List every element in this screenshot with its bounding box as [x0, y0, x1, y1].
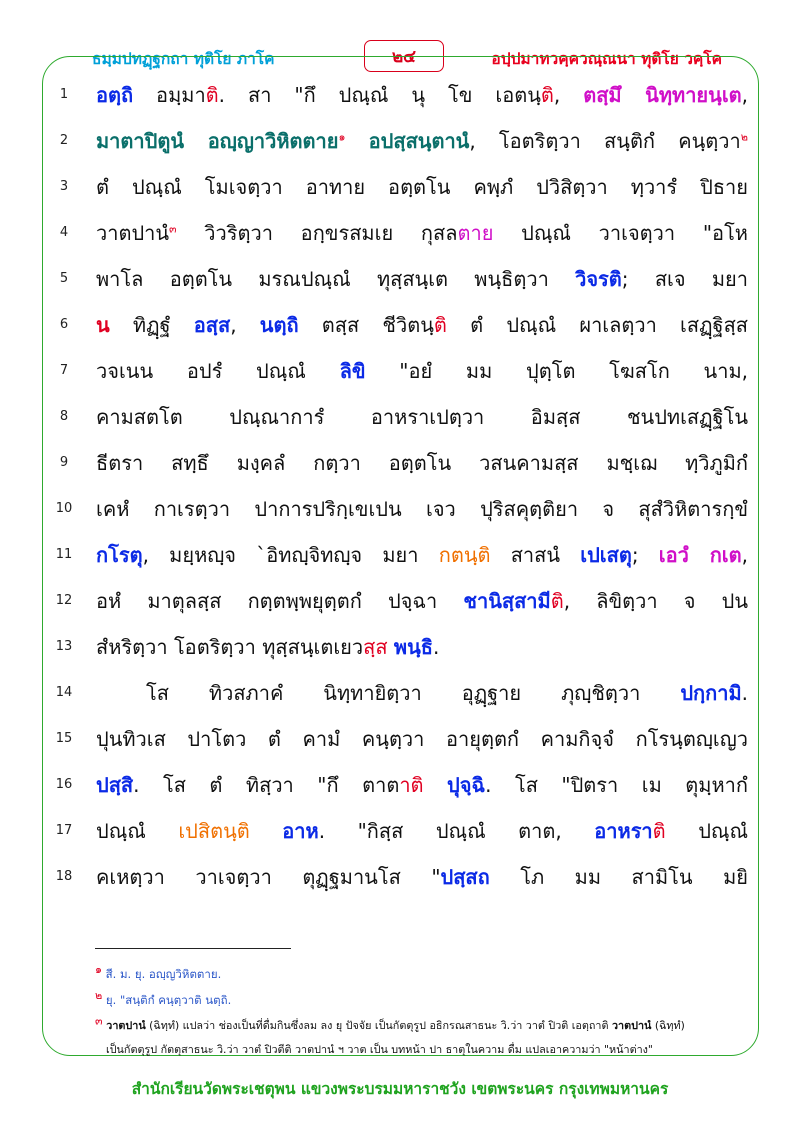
text: คเหตฺวา วาเจตฺวา ตุฏฺฐมานโส ": [96, 865, 441, 889]
footnote-2: [95, 990, 231, 1010]
text: , มยฺหญฺจ `อิทญฺจิทญฺจ มยา: [142, 543, 439, 567]
verb: ลิขิ: [339, 359, 366, 383]
text-line: [96, 578, 748, 624]
footnote-divider: [95, 948, 291, 949]
iti-particle: ติ: [550, 589, 564, 613]
footnote-1: [95, 964, 221, 984]
text-line: [96, 440, 748, 486]
text: ,: [553, 83, 584, 107]
text: อหํ มาตุลสฺส กตฺตพฺพยุตฺตกํ ปจฺฉา: [96, 589, 464, 613]
footnote-text: (ฉิทฺทํ): [651, 1019, 685, 1032]
text-line: [96, 210, 748, 256]
text: ,: [230, 313, 260, 337]
text-line: [96, 716, 748, 762]
text-line: [96, 486, 748, 532]
line-number: 7: [59, 363, 69, 378]
text-line: [96, 72, 748, 118]
text: ; สเจ มยา: [621, 267, 748, 291]
line-number: 12: [55, 593, 73, 608]
text-line: [96, 624, 748, 670]
text: [424, 773, 448, 797]
line-number: 5: [59, 271, 69, 286]
footnote-3: [95, 1016, 685, 1036]
iti-particle: ติ: [652, 819, 666, 843]
footnote-text: ยุ. "สนฺติกํ คนฺตฺวาติ นตฺถิ.: [102, 993, 232, 1007]
text-line: [96, 762, 748, 808]
term: กตนฺติ: [438, 543, 491, 567]
text: . โส ตํ ทิสฺวา "กึ ตาต: [133, 773, 400, 797]
text: คามสตโต ปณฺณาการํ อาหราเปตฺวา อิมสฺส ชนปทเสฏฺฐิโน: [96, 405, 748, 429]
text: ตํ ปณฺณํ โมเจตฺวา อาทาย อตฺตโน คพฺภํ ปวิสิตฺวา ทฺวารํ ปิธาย: [96, 175, 748, 199]
text: วจเนน อปรํ ปณฺณํ: [96, 359, 340, 383]
text: อมฺมา: [133, 83, 206, 107]
text: .: [432, 635, 440, 659]
verb: พนฺธิ: [393, 635, 433, 659]
line-number: 9: [59, 455, 69, 470]
term: อตฺถิ: [96, 83, 134, 107]
text-line: [96, 302, 748, 348]
suffix: สฺส: [363, 635, 388, 659]
chapter-title: อปฺปมาทวคฺควณฺณนา ทุติโย วคฺโค: [491, 50, 722, 68]
verb: ชานิสฺสามี: [463, 589, 551, 613]
text: [345, 129, 368, 153]
text: ,: [741, 83, 748, 107]
line-number: 6: [59, 317, 69, 332]
verb: ปกฺกามิ: [680, 681, 742, 705]
verb: อาหรา: [594, 819, 653, 843]
text: ปณฺณํ: [665, 819, 749, 843]
text: . สา "กึ ปณฺณํ นุ โข เอตนฺ: [218, 83, 541, 107]
line-number: 15: [55, 731, 73, 746]
text: ;: [631, 543, 659, 567]
text: สาสนํ: [490, 543, 581, 567]
line-number: 2: [59, 133, 69, 148]
term: เอวํ กเต: [658, 543, 742, 567]
text: สํหริตฺวา โอตริตฺวา ทุสฺสนฺเตเยว: [96, 635, 364, 659]
verb: เปเสตุ: [580, 543, 632, 567]
text-line: [96, 808, 748, 854]
iti-particle: ติ: [205, 83, 219, 107]
verb: กโรตุ: [96, 543, 143, 567]
text: [250, 819, 283, 843]
footnote-term: วาตปานํ: [611, 1019, 652, 1032]
footnote-marker: ๒: [95, 989, 103, 1003]
text-line: [146, 670, 748, 716]
verb: วิจรติ: [575, 267, 622, 291]
text: , ลิขิตฺวา จ ปน: [563, 589, 748, 613]
iti-particle: ติ: [433, 313, 447, 337]
text-line: [96, 394, 748, 440]
text: "อยํ มม ปุตฺโต โฆสโก นาม,: [365, 359, 748, 383]
text: , โอตริตฺวา สนฺติกํ คนฺตฺวา: [469, 129, 741, 153]
line-number: 14: [55, 685, 73, 700]
line-number: 17: [55, 823, 73, 838]
text-line: [96, 256, 748, 302]
verb: นตฺถิ: [259, 313, 299, 337]
line-number: 18: [55, 869, 73, 884]
text: ปณฺณํ: [96, 819, 179, 843]
text-line: [96, 348, 748, 394]
footnote-term: วาตปานํ: [102, 1019, 146, 1032]
line-number: 8: [59, 409, 69, 424]
verb: ปสฺสถ: [440, 865, 490, 889]
line-number: 10: [55, 501, 73, 516]
negation: น: [96, 313, 110, 337]
line-number: 1: [59, 87, 69, 102]
text: โภ มม สามิโน มยิ: [489, 865, 748, 889]
text: ตํ ปณฺณํ ผาเลตฺวา เสฏฺฐิสฺส: [446, 313, 748, 337]
iti-particle: าติ: [399, 773, 424, 797]
text: . โส "ปิตรา เม ตุมฺหากํ: [485, 773, 749, 797]
footnote-marker: ๑: [338, 130, 346, 144]
footnote-text: (ฉิทฺทํ) แปลว่า ช่องเป็นที่ดื่มกินซึ่งลม ลง ยุ ปัจจัย เป็นกัตตุรูป อธิกรณสาธนะ วิ.ว่า วาตํ ปิวติ เอตฺถาติ: [145, 1019, 612, 1032]
text: .: [741, 681, 748, 705]
text: ,: [741, 543, 748, 567]
page-number: ๒๔: [391, 46, 417, 67]
text: เคหํ กาเรตฺวา ปาการปริกฺเขเปน เจว ปุริสคุตฺติยา จ สุสํวิหิตารกฺขํ: [96, 497, 748, 521]
text-line: [96, 532, 748, 578]
term: เปสิตนฺติ: [178, 819, 250, 843]
verb: อาห: [282, 819, 319, 843]
verb: ปุจฺฉิ: [447, 773, 486, 797]
page-footer: สำนักเรียนวัดพระเชตุพน แขวงพระบรมมหาราชวัง เขตพระนคร กรุงเทพมหานคร: [131, 1080, 669, 1098]
book-title: ธมฺมปทฏฺฐกถา ทุติโย ภาโค: [92, 50, 275, 68]
footnote-3-continued: เป็นกัตตุรูป กัตตุสาธนะ วิ.ว่า วาตํ ปิวตีติ วาตปานํ ฯ วาต เป็น บทหน้า ปา ธาตุในความ ดื่ม แปลเอาความว่า "หน้าต่าง": [106, 1043, 653, 1056]
footnote-marker: ๒: [740, 130, 749, 144]
text: ตสฺส ชีวิตนฺ: [298, 313, 434, 337]
line-number: 4: [59, 225, 69, 240]
line-number: 16: [55, 777, 73, 792]
text-line: [96, 118, 748, 164]
line-number: 11: [55, 547, 73, 562]
footnote-text: สี. ม. ยุ. อญฺญวิหิตตาย.: [101, 967, 222, 981]
line-number: 13: [55, 639, 73, 654]
verb: ปสฺสิ: [96, 773, 134, 797]
text-line: [96, 164, 748, 210]
text: ปุนทิวเส ปาโตว ตํ คามํ คนฺตฺวา อายุตฺตกํ คามกิจฺจํ กโรนฺตญฺเญว: [96, 727, 748, 751]
text: พาโล อตฺตโน มรณปณฺณํ ทุสฺสนฺเต พนฺธิตฺวา: [96, 267, 576, 291]
iti-particle: ติ: [540, 83, 554, 107]
text: วาตปานํ: [96, 221, 170, 245]
term: อปสฺสนฺตานํ: [368, 129, 470, 153]
text: ธีตรา สทฺธึ มงฺคลํ กตฺวา อตฺตโน วสนคามสฺส มชฺเฌ ทฺวิภูมิกํ: [96, 451, 748, 475]
suffix: ตาย: [457, 221, 494, 245]
text: ทิฏฺฐํ: [109, 313, 194, 337]
term: ตสฺมึ นิทฺทายนฺเต: [583, 83, 742, 107]
text: โส ทิวสภาคํ นิทฺทายิตฺวา อุฏฺฐาย ภุญฺชิตฺวา: [146, 681, 681, 705]
footnote-marker: ๓: [95, 1014, 103, 1028]
term: มาตาปิตูนํ อญฺญาวิหิตตาย: [96, 129, 339, 153]
text: ปณฺณํ วาเจตฺวา "อโห: [493, 221, 748, 245]
text: . "กิสฺส ปณฺณํ ตาต,: [318, 819, 595, 843]
footnote-marker: ๑: [95, 963, 102, 977]
line-number: 3: [59, 179, 69, 194]
footnote-marker: ๓: [169, 222, 177, 236]
verb: อสฺส: [193, 313, 231, 337]
text: วิวริตฺวา อกฺขรสมเย กุสล: [176, 221, 458, 245]
text-line: [96, 854, 748, 900]
